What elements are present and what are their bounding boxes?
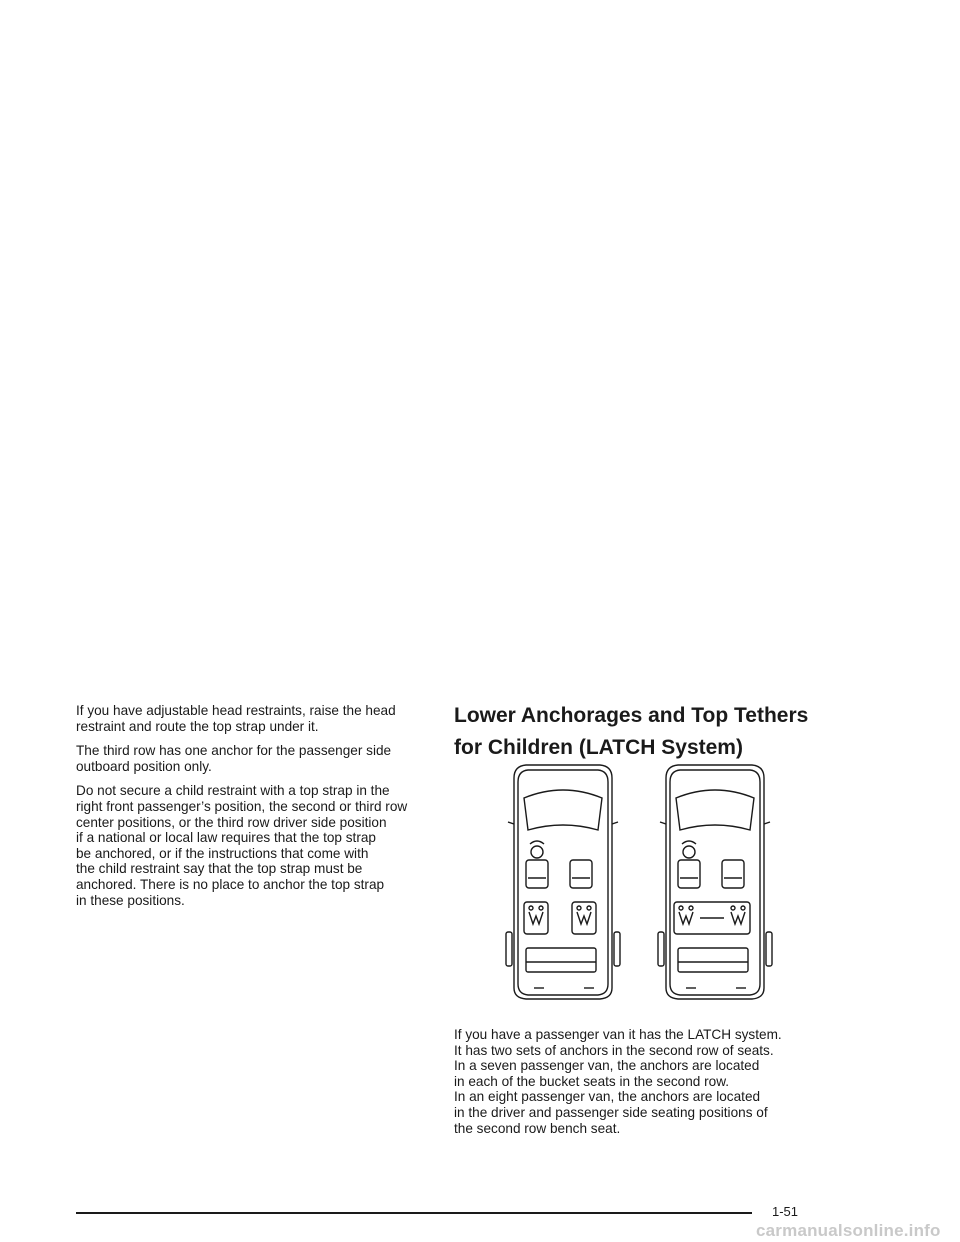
footer-rule	[76, 1212, 752, 1214]
paragraph-latch-system: If you have a passenger van it has the LATCH system. It has two sets of anchors in the second row of seats. In a seven passenger van, the anchors are located in each of the bucket seats in the second row. In an eight passenger van, the anchors are located in the driver and passenger side seating positions of the second row bench seat.	[454, 1027, 782, 1136]
paragraph-third-row-anchor: The third row has one anchor for the passenger side outboard position only.	[76, 743, 392, 774]
left-column	[76, 703, 436, 917]
van-seven-passenger-outline	[506, 765, 620, 999]
section-heading: Lower Anchorages and Top Tethers for Children (LATCH System)	[454, 704, 809, 759]
right-column	[454, 700, 854, 764]
latch-van-diagram	[504, 762, 776, 1002]
paragraph-head-restraints: If you have adjustable head restraints, raise the head restraint and route the top strap under it.	[76, 703, 396, 734]
watermark: carmanualsonline.info	[756, 1221, 941, 1240]
page-number: 1-51	[772, 1204, 799, 1219]
van-eight-passenger-outline	[658, 765, 772, 999]
paragraph-do-not-secure: Do not secure a child restraint with a top strap in the right front passenger’s position, the second or third row center positions, or the third row driver side position if a national or local law requires that the top strap be anchored, or if the instructions that come with the child restraint say that the top strap must be anchored. There is no place to anchor the top strap in these positions.	[76, 783, 408, 908]
